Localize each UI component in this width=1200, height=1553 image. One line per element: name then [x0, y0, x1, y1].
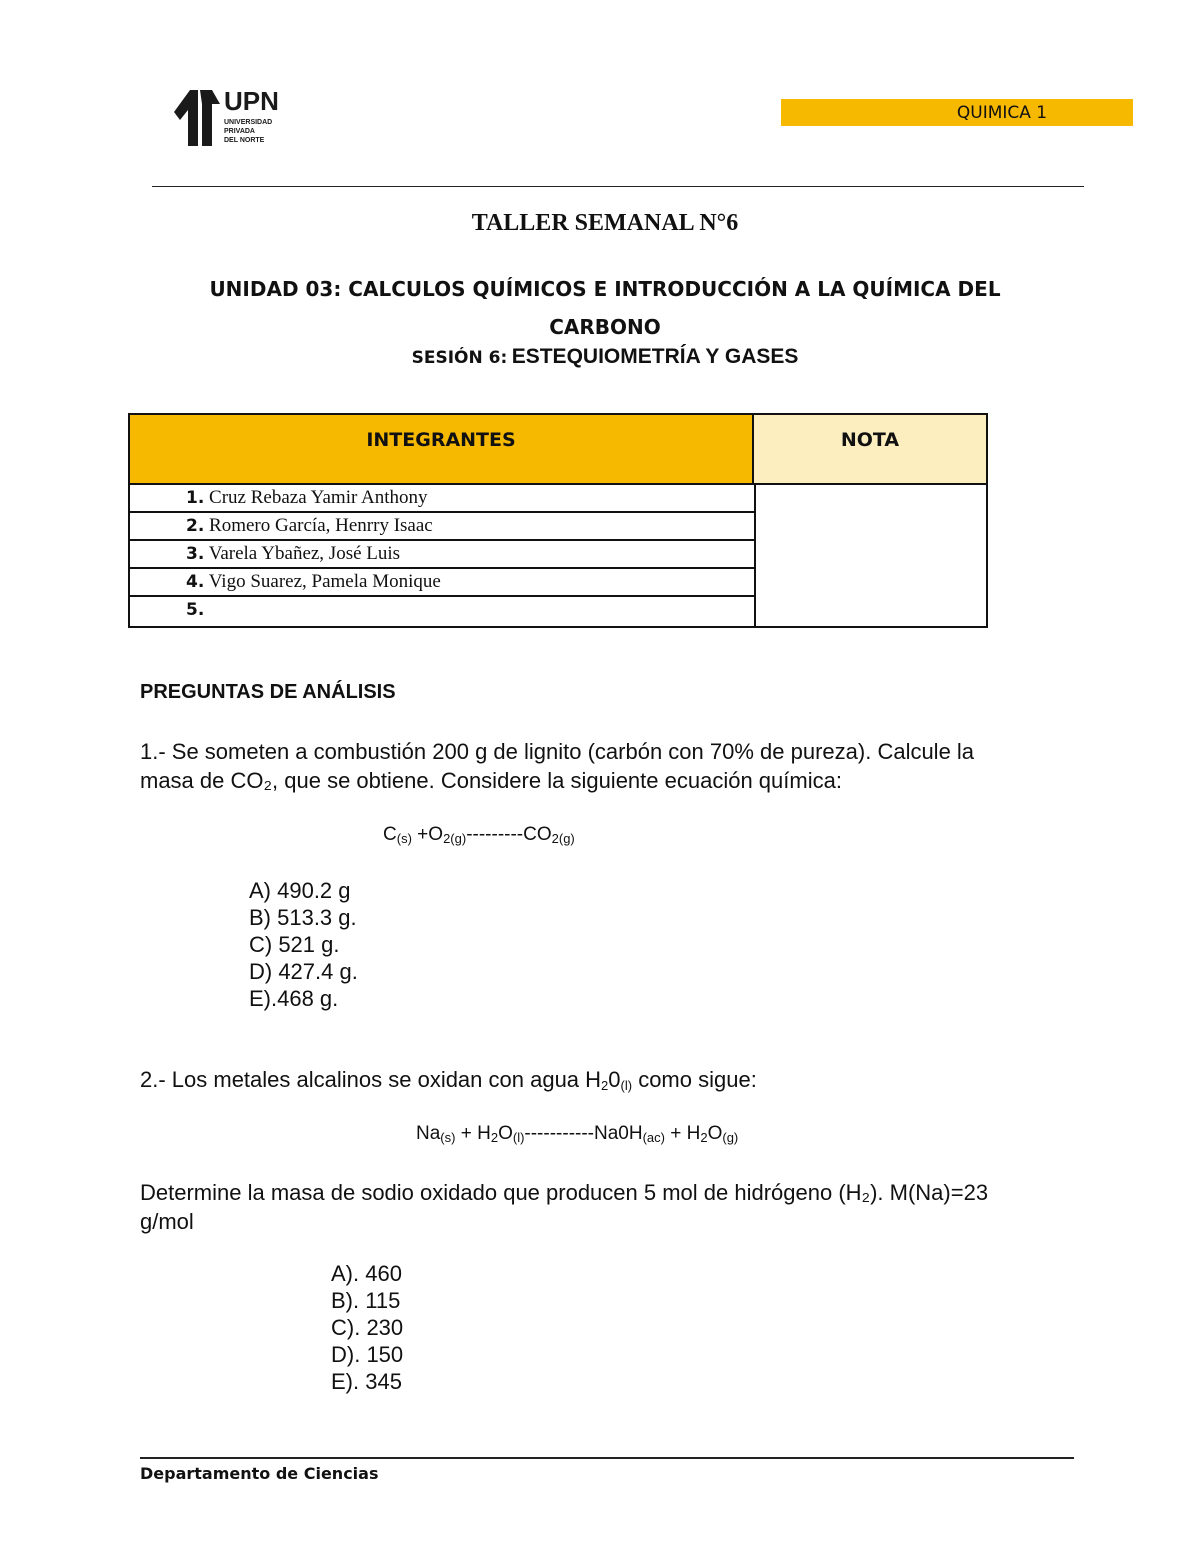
equation-1	[383, 824, 575, 846]
eq-subscript: 2	[490, 1130, 499, 1145]
row-number: 5.	[186, 600, 205, 620]
q2-text: 0	[608, 1067, 621, 1092]
eq-subscript: (g)	[722, 1130, 739, 1145]
row-number: 2.	[186, 516, 205, 536]
eq-subscript: 2(g)	[551, 831, 575, 846]
eq-part: O	[498, 1123, 513, 1144]
question-2	[140, 1178, 1070, 1236]
svg-text:DEL NORTE: DEL NORTE	[224, 137, 265, 144]
footer-text: Departamento de Ciencias	[140, 1464, 379, 1483]
option-d: D). 150	[331, 1342, 404, 1367]
table-row	[130, 541, 754, 569]
unit-line-2: CARBONO	[549, 315, 661, 339]
eq-subscript: (s)	[440, 1130, 456, 1145]
eq-subscript: (l)	[512, 1130, 525, 1145]
subject-tag	[781, 99, 1133, 126]
eq-part: ---------CO	[466, 824, 552, 845]
members-table	[128, 413, 988, 628]
unit-line-1: UNIDAD 03: CALCULOS QUÍMICOS E INTRODUCCIÓN A LA QUÍMICA DEL	[209, 277, 1001, 301]
option-a: A). 460	[331, 1261, 402, 1286]
session-label: SESIÓN 6:	[411, 348, 508, 368]
member-name: Cruz Rebaza Yamir Anthony	[209, 487, 428, 508]
section-heading: PREGUNTAS DE ANÁLISIS	[140, 681, 396, 703]
eq-part: +O	[411, 824, 444, 845]
option-d: D) 427.4 g.	[249, 959, 358, 984]
row-number: 3.	[186, 544, 205, 564]
svg-text:UNIVERSIDAD: UNIVERSIDAD	[224, 119, 273, 126]
eq-subscript: (ac)	[642, 1130, 665, 1145]
header-divider	[152, 186, 1084, 187]
q2-text: como sigue:	[632, 1067, 757, 1092]
question-2-options	[331, 1260, 403, 1395]
row-number: 4.	[186, 572, 205, 592]
row-number: 1.	[186, 488, 205, 508]
question-2-line-1: Determine la masa de sodio oxidado que producen 5 mol de hidrógeno (H₂). M(Na)=23	[140, 1180, 989, 1205]
option-c: C) 521 g.	[249, 932, 340, 957]
member-name: Vigo Suarez, Pamela Monique	[208, 571, 441, 592]
option-c: C). 230	[331, 1315, 404, 1340]
option-a: A) 490.2 g	[249, 878, 351, 903]
q2-subscript: 2	[601, 1078, 609, 1093]
session-title: ESTEQUIOMETRÍA Y GASES	[511, 345, 799, 368]
table-row	[130, 485, 754, 513]
question-1-line-2: masa de CO₂, que se obtiene. Considere la siguiente ecuación química:	[140, 768, 842, 793]
eq-subscript: 2	[700, 1130, 708, 1145]
member-name: Romero García, Henrry Isaac	[209, 515, 433, 536]
question-1-options	[249, 877, 358, 1012]
option-b: B) 513.3 g.	[249, 905, 357, 930]
equation-2	[416, 1123, 738, 1145]
eq-subscript: (s)	[396, 831, 412, 846]
eq-subscript: 2(g)	[443, 831, 467, 846]
svg-text:UPN: UPN	[224, 86, 279, 116]
question-2-intro	[140, 1067, 757, 1093]
table-row	[130, 513, 754, 541]
session-heading	[0, 345, 1200, 369]
eq-part: + H	[664, 1123, 701, 1144]
table-row	[130, 569, 754, 597]
eq-part: Na	[416, 1123, 441, 1144]
option-e: E).468 g.	[249, 986, 339, 1011]
eq-part: O	[707, 1123, 723, 1144]
eq-part: -----------Na0H	[524, 1123, 643, 1144]
question-1	[140, 737, 1070, 795]
q2-text: 2.- Los metales alcalinos se oxidan con agua H	[140, 1067, 602, 1092]
table-row	[130, 597, 754, 625]
option-e: E). 345	[331, 1369, 402, 1394]
grade-column-header: NOTA	[754, 415, 986, 485]
page-title: TALLER SEMANAL N°6	[471, 210, 739, 236]
subject-label: QUIMICA 1	[956, 103, 1048, 123]
unit-heading	[190, 270, 1020, 346]
footer-divider	[140, 1457, 1074, 1459]
q2-subscript: (l)	[620, 1078, 633, 1093]
grade-cell[interactable]	[754, 485, 986, 626]
question-1-line-1: 1.- Se someten a combustión 200 g de lignito (carbón con 70% de pureza). Calcule la	[140, 739, 975, 764]
member-name: Varela Ybañez, José Luis	[208, 543, 401, 564]
svg-text:PRIVADA: PRIVADA	[224, 128, 255, 135]
eq-part: C	[383, 824, 397, 845]
eq-part: + H	[455, 1123, 491, 1144]
question-2-line-2: g/mol	[140, 1209, 194, 1234]
upn-logo	[172, 84, 292, 150]
members-column-header: INTEGRANTES	[130, 415, 754, 485]
option-b: B). 115	[331, 1288, 401, 1313]
